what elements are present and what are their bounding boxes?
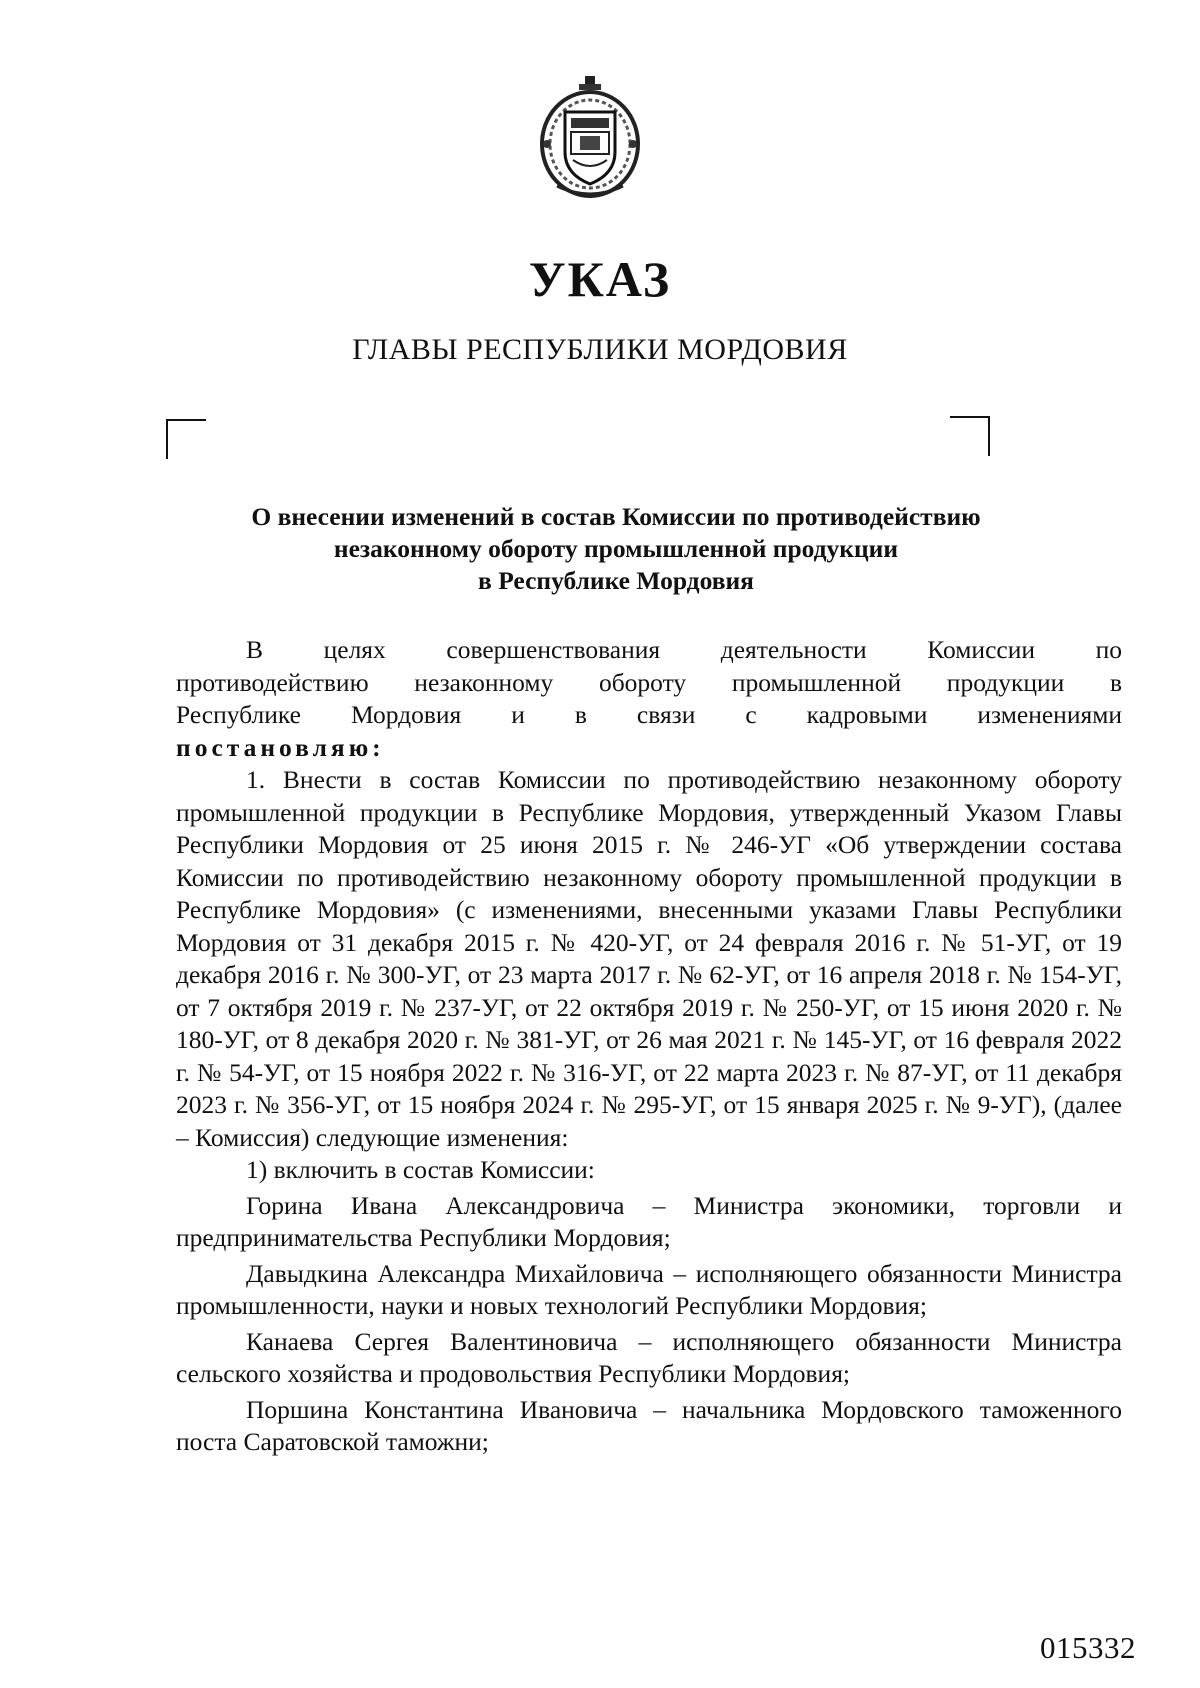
member-entry: Горина Ивана Александровича – Министра экономики, торговли и предпринимательства Республики Мордовия; bbox=[176, 1190, 1122, 1252]
issuing-authority: ГЛАВЫ РЕСПУБЛИКИ МОРДОВИЯ bbox=[352, 333, 848, 366]
preamble-line: Республике Мордовия и в связи с кадровыми изменениями bbox=[176, 700, 1122, 729]
decree-word: постановляю: bbox=[176, 732, 385, 762]
preamble-line: противодействию незаконному обороту промышленной продукции в bbox=[176, 667, 1122, 697]
decree-heading bbox=[176, 501, 1056, 597]
subitem-1: 1) включить в состав Комиссии: bbox=[246, 1155, 595, 1184]
document-type-title: УКАЗ bbox=[528, 251, 672, 307]
corner-mark-right bbox=[950, 416, 990, 456]
heading-line: в Республике Мордовия bbox=[478, 566, 754, 595]
member-entry: Поршина Константина Ивановича – начальника Мордовского таможенного поста Саратовской таможни; bbox=[176, 1394, 1122, 1456]
document-number: 015332 bbox=[1040, 1630, 1136, 1665]
heading-line: незаконному обороту промышленной продукции bbox=[333, 534, 899, 563]
item-1: 1. Внести в состав Комиссии по противодействию незаконному обороту промышленной продукции в Республике Мордовия, утвержденный Указом Главы Республики Мордовия от 25 июня 2015 г. № 246-УГ «Об утверждении состава Комиссии по противодействию незаконному обороту промышленной продукции в Республике Мордовия» (с изменениями, внесенными указами Главы Республики Мордовия от 31 декабря 2015 г. № 420-УГ, от 24 февраля 2016 г. № 51-УГ, от 19 декабря 2016 г. № 300-УГ, от 23 марта 2017 г. № 62-УГ, от 16 апреля 2018 г. № 154-УГ, от 7 октября 2019 г. № 237-УГ, от 22 октября 2019 г. № 250-УГ, от 15 июня 2020 г. № 180-УГ, от 8 декабря 2020 г. № 381-УГ, от 26 мая 2021 г. № 145-УГ, от 16 февраля 2022 г. № 54-УГ, от 15 ноября 2022 г. № 316-УГ, от 22 марта 2023 г. № 87-УГ, от 11 декабря 2023 г. № 356-УГ, от 15 ноября 2024 г. № 295-УГ, от 15 января 2025 г. № 9-УГ), (далее – Комиссия) следующие изменения: bbox=[176, 765, 1122, 1152]
member-entry: Канаева Сергея Валентиновича – исполняющего обязанности Министра сельского хозяйства и продовольствия Республики Мордовия; bbox=[176, 1326, 1122, 1388]
heading-line: О внесении изменений в состав Комиссии по противодействию bbox=[251, 502, 981, 531]
corner-mark-left bbox=[166, 419, 206, 459]
preamble-line: В целях совершенствования деятельности Комиссии по bbox=[246, 635, 1122, 664]
member-entry: Давыдкина Александра Михайловича – исполняющего обязанности Министра промышленности, науки и новых технологий Республики Мордовия; bbox=[176, 1258, 1122, 1320]
decree-body bbox=[176, 634, 1122, 1459]
coat-of-arms-icon bbox=[535, 74, 645, 204]
